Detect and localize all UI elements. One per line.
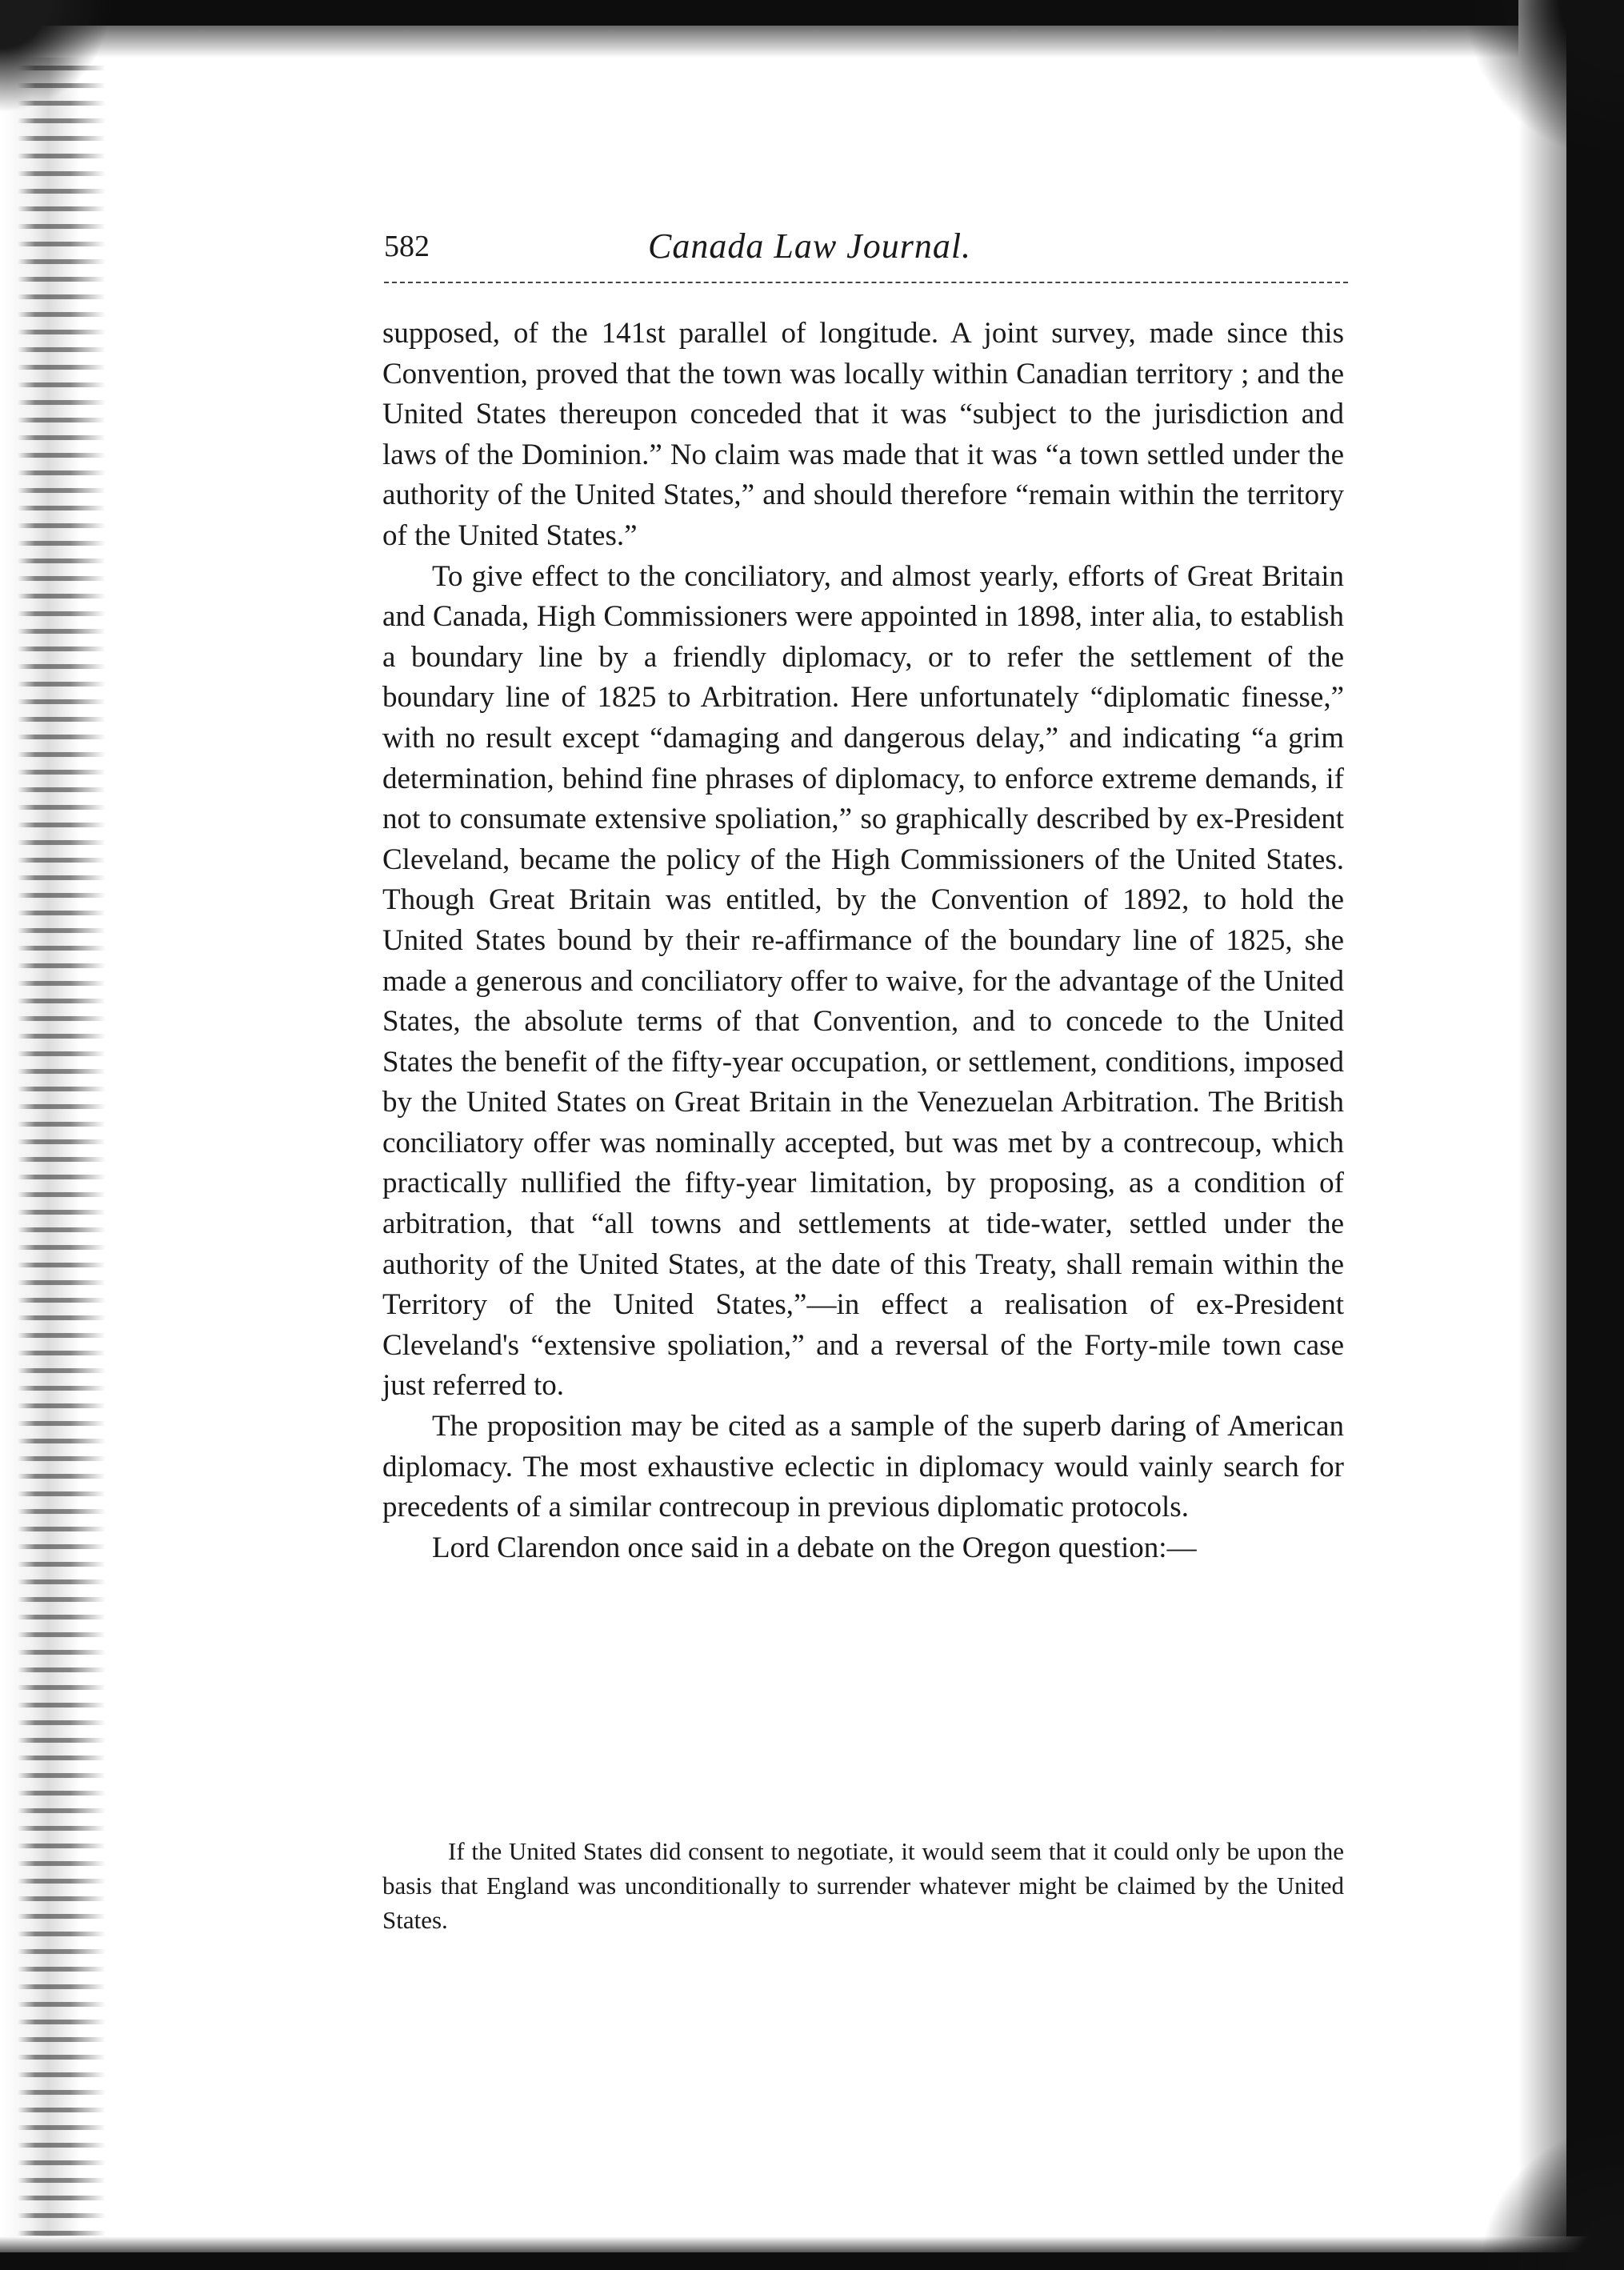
scan-corner-top-left [0, 0, 160, 160]
scan-corner-top-right [1416, 0, 1624, 176]
body-text [382, 314, 1344, 1568]
scan-shadow-right [1518, 0, 1566, 2270]
page-header [384, 222, 1344, 278]
scan-shadow-bottom [0, 2236, 1624, 2252]
scan-border-bottom [0, 2252, 1624, 2270]
scan-corner-bottom-right [1416, 2110, 1624, 2270]
scan-border-right [1566, 0, 1624, 2270]
paragraph: Lord Clarendon once said in a debate on the Oregon question:— [432, 1531, 1197, 1564]
running-title: Canada Law Journal. [648, 226, 972, 266]
scan-binding-strip [18, 48, 106, 2256]
scan-shadow-top [0, 26, 1624, 58]
paragraph: The proposition may be cited as a sample of the superb daring of American diplomacy. The most exhaustive eclectic in diplomacy would vainly search for precedents of a similar contrecoup in previous diplomatic protocols. [382, 1410, 1344, 1524]
header-rule [384, 282, 1348, 283]
scan-border-top [0, 0, 1624, 26]
block-quote: If the United States did consent to negotiate, it would seem that it could only be upon the basis that England was unconditionally to surrender whatever might be claimed by the United States. [382, 1837, 1344, 1934]
paragraph: To give effect to the conciliatory, and almost yearly, efforts of Great Britain and Canada, High Commissioners were appointed in 1898, inter alia, to establish a boundary line by a friendly diplomacy, or to refer the settlement of the boundary line of 1825 to Arbitration. Here unfortunately “diplomatic finesse,” with no result except “damaging and dangerous delay,” and indicating “a grim determination, behind fine phrases of diplomacy, to enforce extreme demands, if not to consumate extensive spoliation,” so graphically described by ex-President Cleveland, became the policy of the High Commissioners of the United States. Though Great Britain was entitled, by the Convention of 1892, to hold the United States bound by their re-affirmance of the boundary line of 1825, she made a generous and conciliatory offer to waive, for the advantage of the United States, the absolute terms of that Convention, and to concede to the United States the benefit of the fifty-year occupation, or settlement, conditions, imposed by the United States on Great Britain in the Venezuelan Arbitration. The British conciliatory offer was nominally accepted, but was met by a contrecoup, which practically nullified the fifty-year limitation, by proposing, as a condition of arbitration, that “all towns and settlements at tide-water, settled under the authority of the United States, at the date of this Treaty, shall remain within the Territory of the United States,”—in effect a realisation of ex-President Cleveland's “extensive spoliation,” and a reversal of the Forty-mile town case just referred to. [382, 559, 1344, 1403]
paragraph: supposed, of the 141st parallel of longitude. A joint survey, made since this Convention, proved that the town was locally within Canadian territory ; and the United States thereupon conceded that it was “subject to the jurisdiction and laws of the Dominion.” No claim was made that it was “a town settled under the authority of the United States,” and should therefore “remain within the territory of the United States.” [382, 317, 1344, 552]
page-number: 582 [384, 230, 430, 263]
